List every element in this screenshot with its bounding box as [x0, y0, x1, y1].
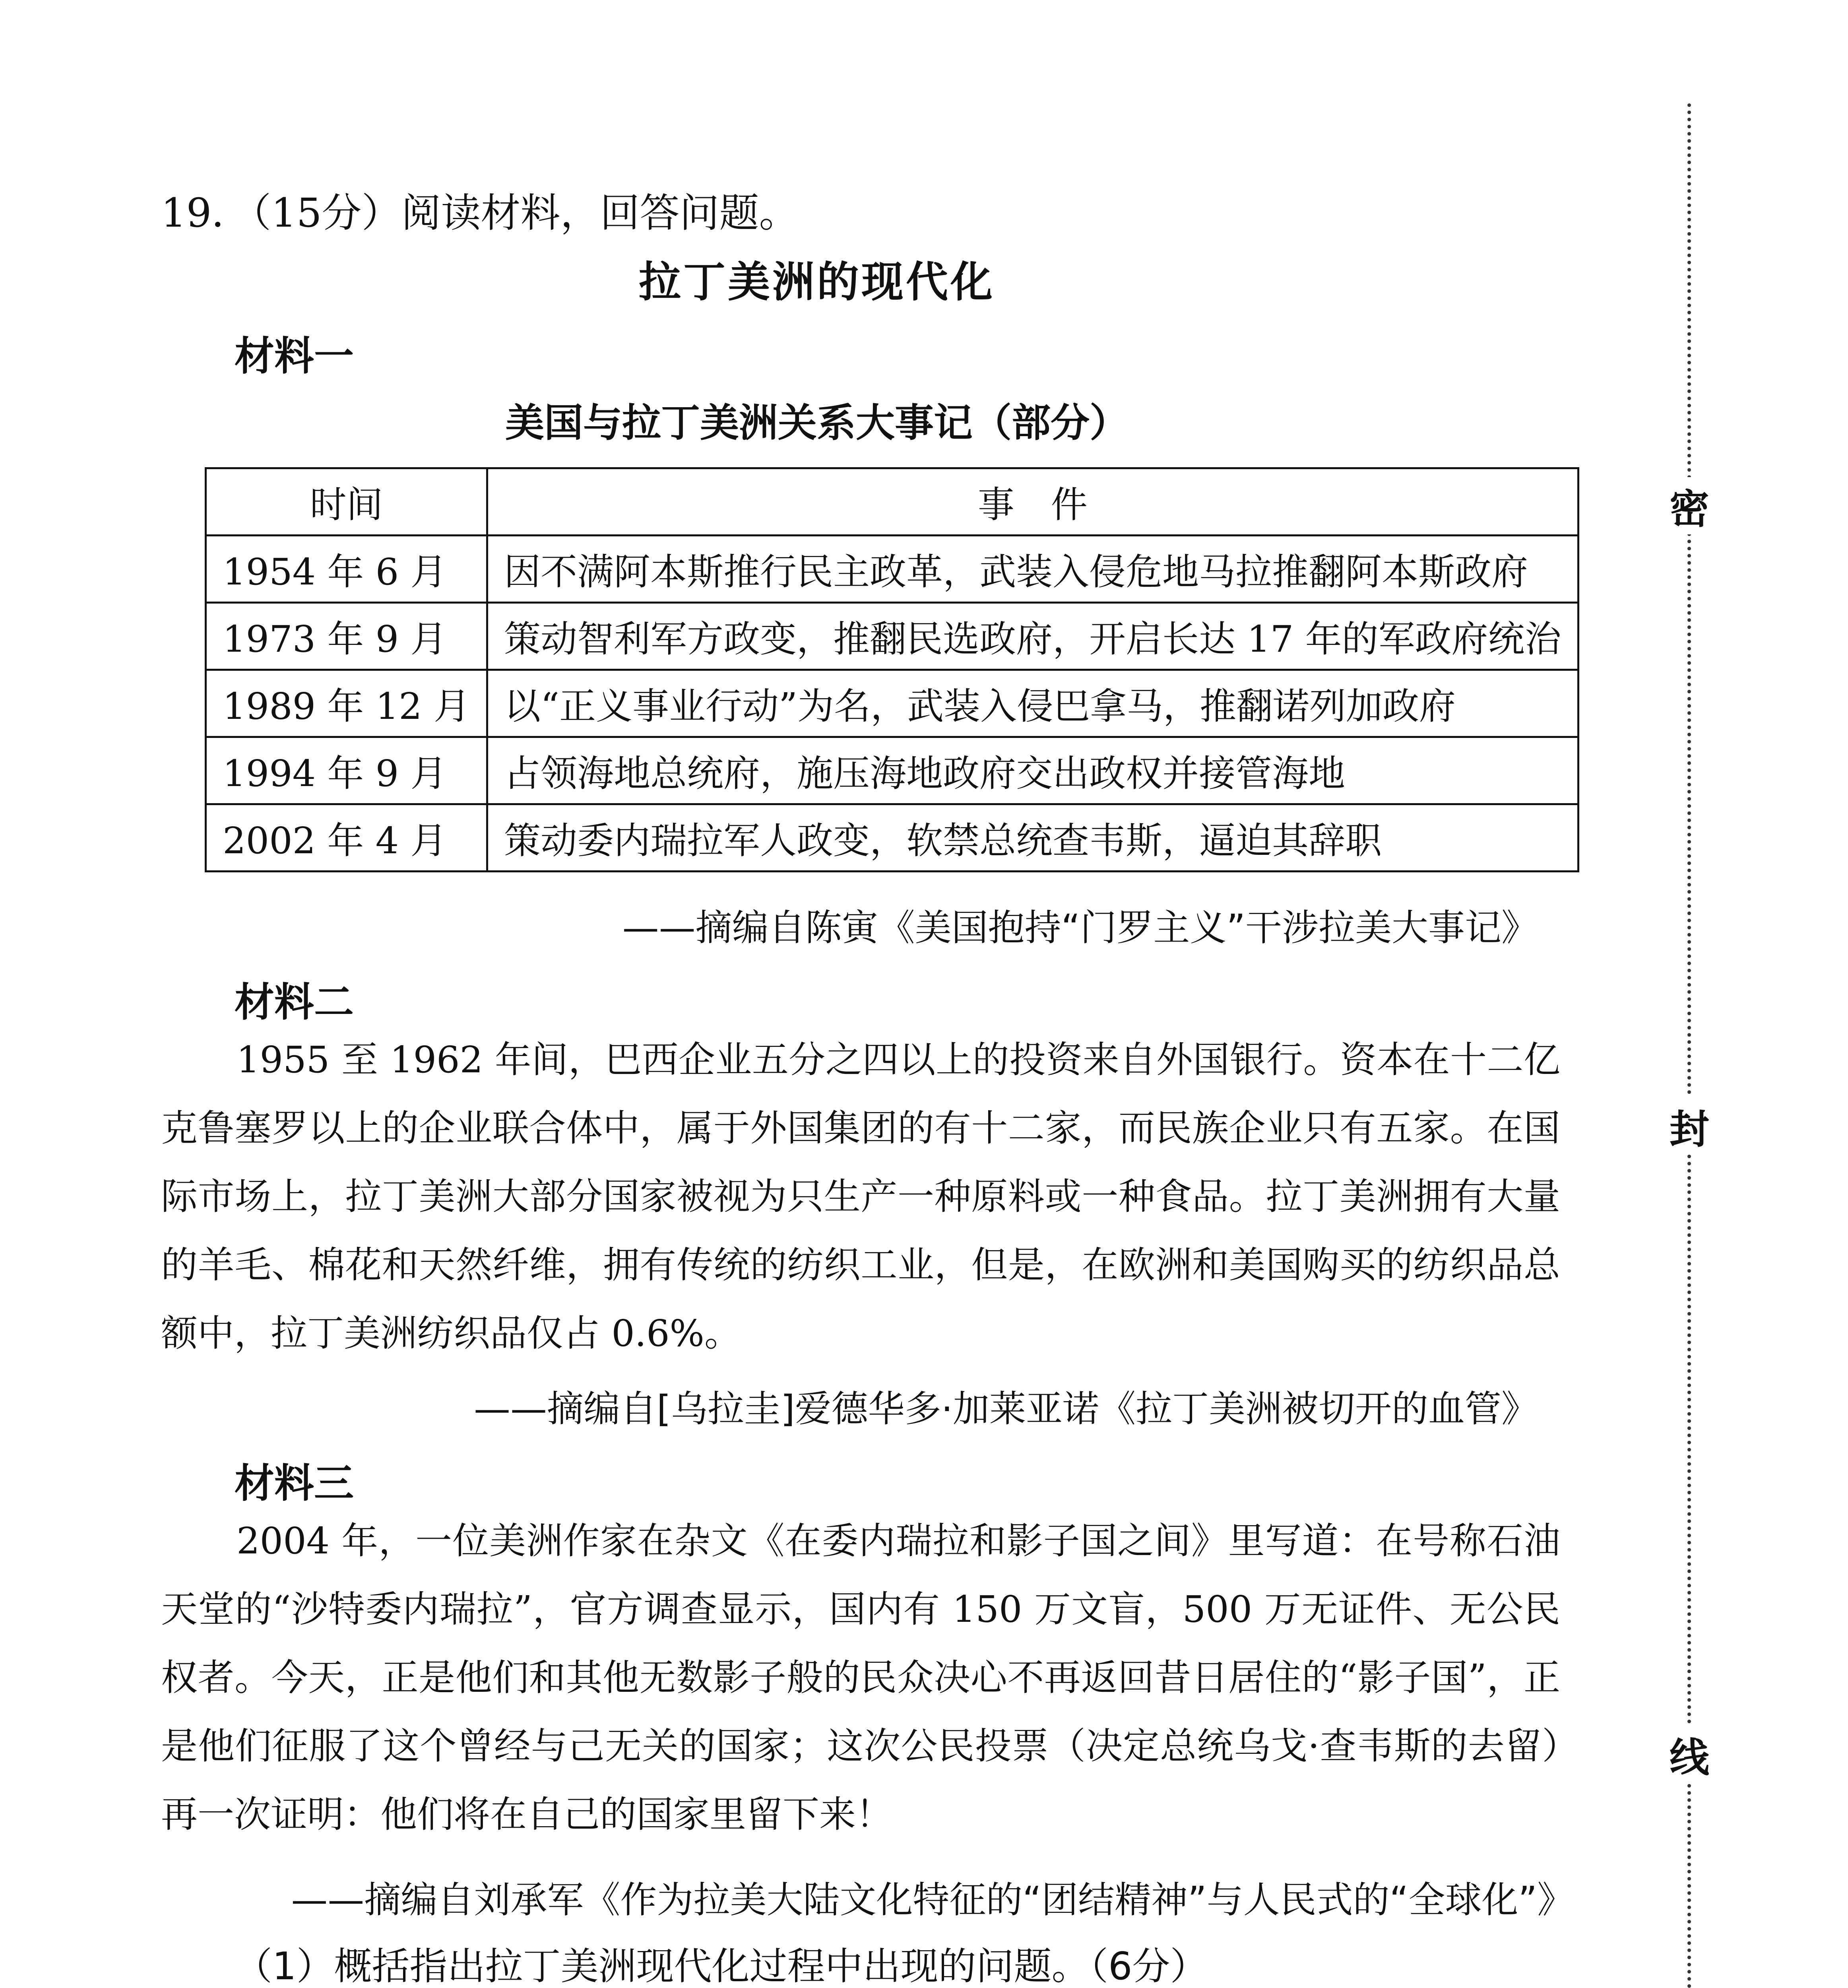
- table-title: 美国与拉丁美洲关系大事记（部分）: [505, 400, 1129, 446]
- material3-label: 材料三: [235, 1460, 354, 1507]
- material2-text: [161, 1026, 1560, 1368]
- events-table: [205, 467, 1579, 872]
- table-row: [206, 737, 1578, 804]
- row-event: 占领海地总统府，施压海地政府交出政权并接管海地: [487, 737, 1578, 804]
- material2-source: ——摘编自[乌拉圭]爱德华多·加莱亚诺《拉丁美洲被切开的血管》: [473, 1388, 1538, 1430]
- column-header-time: 时间: [206, 468, 487, 536]
- material2-paragraph: 1955 至 1962 年间，巴西企业五分之四以上的投资来自外国银行。资本在十二亿克鲁塞罗以上的企业联合体中，属于外国集团的有十二家，而民族企业只有五家。在国际市场上，拉丁美洲大部分国家被视为只生产一种原料或一种食品。拉丁美洲拥有大量的羊毛、棉花和天然纤维，拥有传统的纺织工业，但是，在欧洲和美国购买的纺织品总额中，拉丁美洲纺织品仅占 0.6%。: [161, 1039, 1560, 1355]
- table-row: [206, 536, 1578, 603]
- row-event: 以“正义事业行动”为名，武装入侵巴拿马，推翻诺列加政府: [487, 670, 1578, 737]
- binding-mark-seal: 密: [1668, 477, 1711, 534]
- material1-source: ——摘编自陈寅《美国抱持“门罗主义”干涉拉美大事记》: [622, 907, 1538, 949]
- table-row: [206, 804, 1578, 872]
- section-title: 拉丁美洲的现代化: [639, 257, 995, 307]
- row-time: 1954 年 6 月: [206, 536, 487, 603]
- row-event: 因不满阿本斯推行民主政革，武装入侵危地马拉推翻阿本斯政府: [487, 536, 1578, 603]
- row-time: 1973 年 9 月: [206, 603, 487, 670]
- material1-label: 材料一: [235, 333, 354, 379]
- binding-mark-line: 线: [1668, 1726, 1711, 1783]
- column-header-event: 事 件: [487, 468, 1578, 536]
- material3-text: [161, 1507, 1560, 1849]
- binding-line: [1687, 103, 1691, 1988]
- sub-question-1: （1）概括指出拉丁美洲现代化过程中出现的问题。（6分）: [235, 1945, 1208, 1988]
- row-event: 策动智利军方政变，推翻民选政府，开启长达 17 年的军政府统治: [487, 603, 1578, 670]
- row-time: 1989 年 12 月: [206, 670, 487, 737]
- row-event: 策动委内瑞拉军人政变，软禁总统查韦斯，逼迫其辞职: [487, 804, 1578, 872]
- row-time: 1994 年 9 月: [206, 737, 487, 804]
- table-row: [206, 670, 1578, 737]
- question-header: 19．（15分）阅读材料，回答问题。: [161, 190, 799, 236]
- table-header-row: [206, 468, 1578, 536]
- binding-mark-close: 封: [1668, 1097, 1711, 1155]
- row-time: 2002 年 4 月: [206, 804, 487, 872]
- material2-label: 材料二: [235, 979, 354, 1025]
- table-row: [206, 603, 1578, 670]
- material3-source: ——摘编自刘承军《作为拉美大陆文化特征的“团结精神”与人民式的“全球化”》: [291, 1879, 1574, 1921]
- material3-paragraph: 2004 年，一位美洲作家在杂文《在委内瑞拉和影子国之间》里写道：在号称石油天堂的“沙特委内瑞拉”，官方调查显示，国内有 150 万文盲，500 万无证件、无公民权者。今天，正是他们和其他无数影子般的民众决心不再返回昔日居住的“影子国”，正是他们征服了这个曾经与己无关的国家；这次公民投票（决定总统乌戈·查韦斯的去留）再一次证明：他们将在自己的国家里留下来！: [161, 1520, 1560, 1836]
